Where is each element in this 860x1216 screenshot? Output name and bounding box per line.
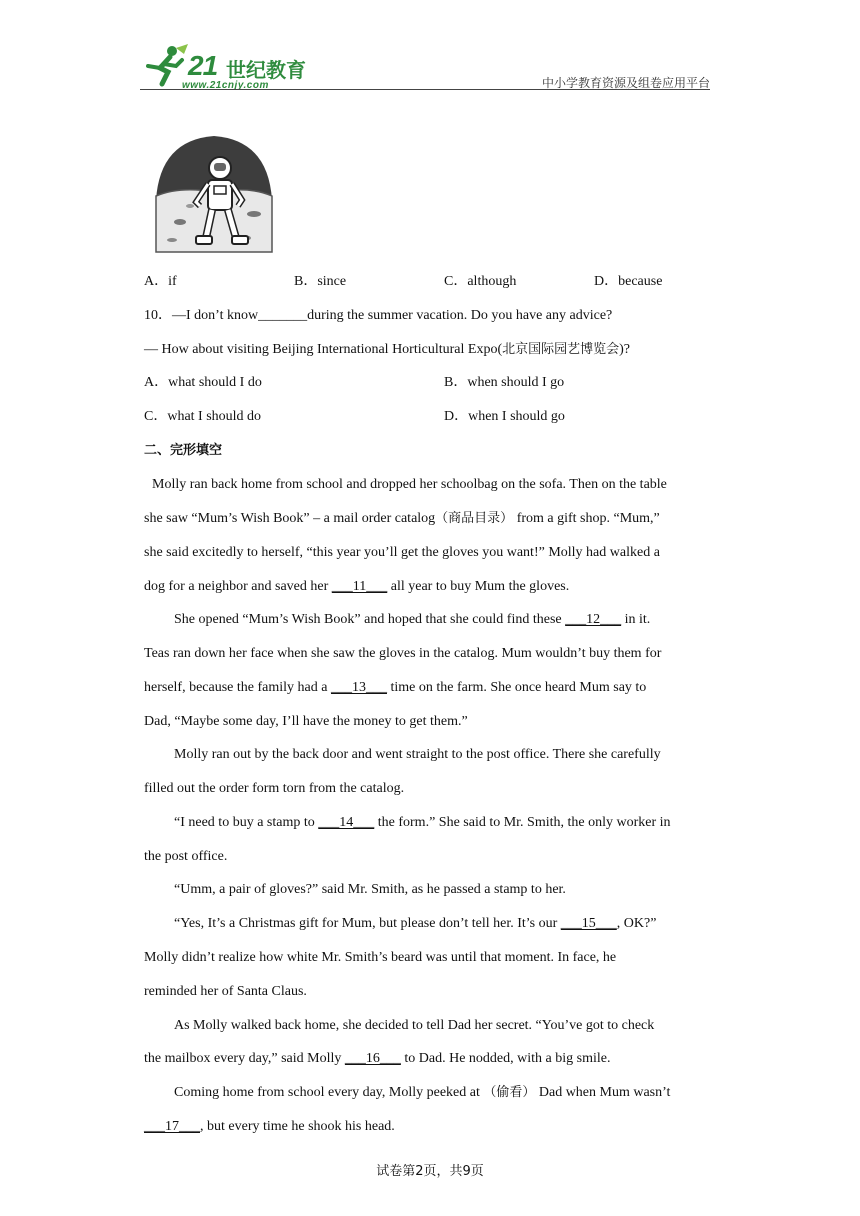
platform-name: 中小学教育资源及组卷应用平台 <box>541 76 710 90</box>
passage-line: As Molly walked back home, she decided to tell Dad her secret. “You’ve got to check <box>174 1018 655 1033</box>
site-logo <box>140 44 310 92</box>
q9-option-d: D．because <box>594 274 663 289</box>
q9-option-b: B．since <box>294 274 347 289</box>
logo-number: 21 <box>188 50 218 81</box>
astronaut-on-moon-image <box>150 130 278 258</box>
passage-line <box>144 678 646 698</box>
passage-text: Coming home from school every day, Molly peeked at <box>174 1085 484 1100</box>
q10-question-start: —I don’t know <box>172 308 259 323</box>
passage-line: Molly didn’t realize how white Mr. Smith’s beard was until that moment. In face, he <box>144 950 617 965</box>
q10-option-c: C．what I should do <box>144 409 262 424</box>
passage-line: reminded her of Santa Claus. <box>144 984 307 999</box>
q9-option-c: C．although <box>444 274 517 289</box>
passage-line: filled out the order form torn from the catalog. <box>144 781 405 796</box>
passage-text: the form.” She said to Mr. Smith, the only worker in <box>374 815 671 830</box>
passage-text: all year to buy Mum the gloves. <box>387 579 570 594</box>
blank-11: ___11___ <box>331 579 388 594</box>
logo-url: www.21cnjy.com <box>182 80 269 91</box>
passage-line <box>144 577 569 597</box>
q10-answer-start: — How about visiting Beijing International Horticultural Expo( <box>144 342 503 357</box>
passage-text: the mailbox every day,” said Molly <box>144 1051 345 1066</box>
blank-15: ___15___ <box>560 916 617 931</box>
passage-line <box>144 509 660 529</box>
passage-text: She opened “Mum’s Wish Book” and hoped that she could find these <box>174 612 566 627</box>
passage-line <box>174 1083 670 1103</box>
passage-text: in it. <box>621 612 651 627</box>
passage-text: dog for a neighbor and saved her <box>144 579 332 594</box>
blank-16: ___16___ <box>344 1051 401 1066</box>
passage-line: “Umm, a pair of gloves?” said Mr. Smith, as he passed a stamp to her. <box>174 882 566 897</box>
passage-text: “Yes, It’s a Christmas gift for Mum, but please don’t tell her. It’s our <box>174 916 561 931</box>
q9-option-a: A．if <box>144 274 177 289</box>
passage-line: she said excitedly to herself, “this year you’ll get the gloves you want!” Molly had walked a <box>144 545 660 560</box>
page-number-footer: 试卷第2页，共9页 <box>376 1164 484 1179</box>
passage-line: Molly ran out by the back door and went straight to the post office. There she carefully <box>174 747 661 762</box>
q10-option-a: A．what should I do <box>144 375 262 390</box>
passage-text: , but every time he shook his head. <box>200 1119 395 1134</box>
q10-number: 10． <box>144 308 172 323</box>
passage-text: time on the farm. She once heard Mum say to <box>386 680 647 695</box>
passage-line <box>174 610 650 630</box>
q10-question-end: during the summer vacation. Do you have any advice? <box>307 308 613 323</box>
blank-14: ___14___ <box>318 815 375 830</box>
passage-chinese-gloss: （偷看） <box>483 1085 536 1100</box>
passage-line <box>174 813 671 833</box>
passage-line: Dad, “Maybe some day, I’ll have the money to get them.” <box>144 714 468 729</box>
q10-option-b: B．when should I go <box>444 375 565 390</box>
passage-chinese-gloss: （商品目录） <box>435 511 514 526</box>
passage-line <box>174 914 656 934</box>
q10-question <box>144 306 612 326</box>
q10-blank: _______ <box>258 308 308 323</box>
q10-option-d: D．when I should go <box>444 409 565 424</box>
passage-text: she saw “Mum’s Wish Book” – a mail order catalog <box>144 511 436 526</box>
passage-text: herself, because the family had a <box>144 680 331 695</box>
passage-text: to Dad. He nodded, with a big smile. <box>400 1051 611 1066</box>
blank-12: ___12___ <box>565 612 622 627</box>
passage-text: from a gift shop. “Mum,” <box>513 511 660 526</box>
passage-line <box>144 1049 610 1069</box>
q10-answer-line <box>144 340 630 360</box>
passage-line <box>144 1117 395 1137</box>
q10-answer-end: )? <box>619 342 631 357</box>
passage-text: “I need to buy a stamp to <box>174 815 319 830</box>
blank-13: ___13___ <box>330 680 387 695</box>
passage-text: , OK?” <box>616 916 657 931</box>
section-title-cloze: 二、完形填空 <box>144 443 223 458</box>
header-divider <box>140 89 710 90</box>
passage-line: Teas ran down her face when she saw the gloves in the catalog. Mum wouldn’t buy them for <box>144 646 662 661</box>
passage-line: the post office. <box>144 849 228 864</box>
blank-17: ___17___ <box>144 1119 200 1134</box>
passage-text: Dad when Mum wasn’t <box>535 1085 671 1100</box>
q10-answer-chinese: 北京国际园艺博览会 <box>502 342 620 357</box>
logo-text: 世纪教育 <box>226 58 306 82</box>
passage-line: Molly ran back home from school and dropped her schoolbag on the sofa. Then on the table <box>152 477 667 492</box>
